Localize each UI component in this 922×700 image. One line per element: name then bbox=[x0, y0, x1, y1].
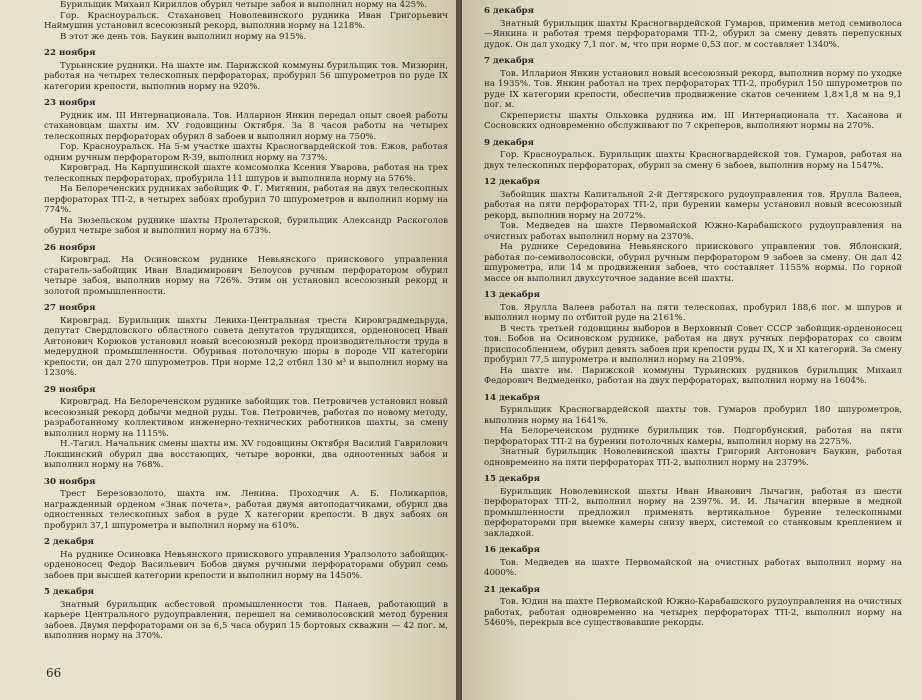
entry-date: 26 ноября bbox=[44, 242, 96, 253]
entry-date: 6 декабря bbox=[484, 6, 535, 16]
page-number: 66 bbox=[46, 666, 62, 680]
entry-date: 14 декабря bbox=[484, 392, 541, 403]
entry-paragraph: На шахте им. Парижской коммуны Турьинских рудников бурильщик Михаил Федорович Ведмеденко, работая на двух перфораторах, выполнил норму на 1604%. bbox=[484, 365, 902, 386]
entry-date: 7 декабря bbox=[484, 56, 535, 66]
entry-paragraph: Трест Березовзолото, шахта им. Ленина. Проходчик А. Б. Поликарпов, награжденный орденом «Знак почета», работая двумя автоподатчиками, обурил два одностенных телескопных забоя в руде X категории крепости. В двух забоях он пробурил 37,1 шпурометра и выполнил норму на 610%. bbox=[44, 489, 448, 531]
entry-paragraph: Гор. Красноуральск. Стахановец Новолевинского рудника Иван Григорьевич Наймушин установил всесоюзный рекорд, выполнив норму на 1218%. bbox=[44, 10, 448, 31]
left-page-text bbox=[44, 0, 448, 642]
entry-paragraph: Гор. Красноуральск. На 5-м участке шахты Красногвардейской тов. Ежов, работая одним ручным перфоратором R-39, выполнил норму на 737%. bbox=[44, 142, 448, 163]
entry-date: 29 ноября bbox=[44, 384, 96, 395]
entry-paragraph: Тов. Ярулла Валеев работал на пяти телескопах, пробурил 188,6 пог. м шпуров и выполнил норму по отбитой руде на 2161%. bbox=[484, 302, 902, 323]
entry-date: 2 декабря bbox=[44, 537, 95, 547]
entry-date: 13 декабря bbox=[484, 290, 541, 300]
entry-date: 22 ноября bbox=[44, 48, 96, 58]
entry-paragraph: Знатный бурильщик Новолевинской шахты Григорий Антонович Баукин, работая одновременно на пяти перфораторах ТП-2, выполнил норму на 2379%. bbox=[484, 447, 902, 468]
right-page-text bbox=[484, 0, 902, 629]
entry-paragraph: Знатный бурильщик асбестовой промышленности тов. Панаев, работающий в карьере Центрального рудоуправления, перешел на семиволосовский метод бурения забоев. Двумя перфораторами он за 6,5 часа обурил 15 бортовых скважин — 42 пог. м, выполнив норму на 370%. bbox=[44, 599, 448, 641]
entry-date: 9 декабря bbox=[484, 137, 535, 148]
entry-paragraph: Бурильщик Михаил Кириллов обурил четыре забоя и выполнил норму на 425%. bbox=[60, 0, 427, 10]
entry-paragraph: Тов. Медведев на шахте Первомайской на очистных работах выполнил норму на 4000%. bbox=[484, 557, 902, 578]
entry-paragraph: В честь третьей годовщины выборов в Верховный Совет СССР забойщик-орденоносец тов. Бобов на Осиновском руднике, работая на двух ручных перфораторах со своим приспособлением, обурил девять забоев при крепости руды IX, X и XI категорий. За смену пробурил 77,5 шпурометра и выполнил норму на 2109%. bbox=[484, 323, 902, 365]
entry-paragraph: Гор. Красноуральск. Бурильщик шахты Красногвардейской тов. Гумаров, работая на двух телескопных перфораторах, обурил за смену 6 забоев, выполнив норму на 1547%. bbox=[484, 150, 902, 171]
entry-paragraph: Кировград. На Белореченском руднике забойщик тов. Петровичев установил новый всесоюзный рекорд добычи медной руды. Тов. Петровичев, работая по новому методу, разработанному коллективом инженерно-технических работников шахты, за смену выполнил норму на 1115%. bbox=[44, 397, 448, 439]
entry-date: 27 ноября bbox=[44, 303, 96, 313]
entry-date: 21 декабря bbox=[484, 584, 541, 595]
entry-paragraph: Бурильщик Красногвардейской шахты тов. Гумаров пробурил 180 шпурометров, выполнив норму на 1641%. bbox=[484, 405, 902, 426]
entry-paragraph: Тов. Юдин на шахте Первомайской Южно-Карабашского рудоуправления на очистных работах, работая одновременно на четырех перфораторах ТП-2, выполнил норму на 5460%, перекрыв все существовавшие рекорды. bbox=[484, 597, 902, 628]
entry-paragraph: Н.-Тагил. Начальник смены шахты им. XV годовщины Октября Василий Гаврилович Локшинский обурил два восстающих, четыре воронки, два одноотенных забоя и выполнил норму на 768%. bbox=[44, 439, 448, 470]
entry-paragraph: На руднике Середовина Невьянского приискового управления тов. Яблонский, работая по-семиволосовски, обурил ручным перфоратором 9 забоев за смену. Он дал 42 шпурометра, или 14 м продвижения забоев, что составляет 1155% нормы. По горной массе он выполнил двухсуточное задание всей шахты. bbox=[484, 242, 902, 284]
entry-paragraph: Кировград. На Осиновском руднике Невьянского приискового управления старатель-забойщик Иван Владимирович Белоусов ручным перфоратором обурил четыре забоя, выполнив норму на 726%. Этим он установил всесоюзный рекорд и золотой промышленности. bbox=[44, 255, 448, 297]
entry-paragraph: На Белореченском руднике бурильщик тов. Подгорбунский, работая на пяти перфораторах ТП-2 на бурении потолочных камеры, выполнил норму на 2275%. bbox=[484, 426, 902, 447]
entry-date: 30 ноября bbox=[44, 476, 96, 487]
entry-date: 23 ноября bbox=[44, 98, 96, 108]
entry-paragraph: Бурильщик Новолевинской шахты Иван Иванович Лычагин, работая из шести перфораторах ТП-2, выполнил норму на 2397%. И. И. Лычагин впервые в медной промышленности предложил применять вертикальное бурение телескопными перфораторами при выемке камеры снизу вверх, системой со станковым креплением и закладкой. bbox=[484, 486, 902, 539]
left-page bbox=[0, 0, 458, 700]
entry-date: 16 декабря bbox=[484, 545, 541, 555]
entry-date: 5 декабря bbox=[44, 587, 95, 597]
entry-paragraph: В этот же день тов. Баукин выполнил норму на 915%. bbox=[60, 31, 307, 42]
entry-paragraph: Рудник им. III Интернационала. Тов. Илларион Янкин передал опыт своей работы стахановцам шахты им. XV годовщины Октября. За 8 часов работы на четырех телескопных перфораторах обурил 8 забоев и выполнил норму на 750%. bbox=[44, 110, 448, 142]
entry-paragraph: Забойщик шахты Капитальной 2-й Дегтярского рудоуправления тов. Ярулла Валеев, работая на пяти перфораторах ТП-2, при бурении камеры установил новый всесоюзный рекорд, выполнив норму на 2072%. bbox=[484, 189, 902, 221]
entry-paragraph: Скреперисты шахты Ольховка рудника им. III Интернационала тт. Хасанова и Сосновских одновременно обслуживают по 7 скреперов, выполняют нормы на 270%. bbox=[484, 110, 902, 131]
right-page bbox=[462, 0, 922, 700]
entry-paragraph: Турьинские рудники. На шахте им. Парижской коммуны бурильщик тов. Мизюрин, работая на четырех телескопных перфораторах, пробурил 56 шпурометров по руде IX категории крепости, выполнив норму на 920%. bbox=[44, 60, 448, 92]
entry-paragraph: Кировград. Бурильщик шахты Левиха-Центральная треста Кировградмедьруда, депутат Свердловского областного совета депутатов трудящихся, орденоносец Иван Антонович Корюков установил новый всесоюзный рекорд производительности труда в медерудной промышленности. Обуривая потолочную шоры в породе VII категории крепости, он дал 270 шпурометров. При норме 12,2 отбил 130 м³ и выполнил норму на 1230%. bbox=[44, 315, 448, 378]
entry-paragraph: На руднике Осиновка Невьянского приискового управления Уралзолото забойщик-орденоносец Федор Васильевич Бобов двумя ручными перфораторами обурил семь забоев при высшей категории крепости и выполнил норму на 1450%. bbox=[44, 549, 448, 581]
entry-paragraph: На Белореченских рудниках забойщик Ф. Г. Митянин, работая на двух телескопных перфораторах ТП-2, в четырех забоях пробурил 70 шпурометров и выполнил норму на 774%. bbox=[44, 184, 448, 215]
entry-date: 12 декабря bbox=[484, 177, 541, 187]
entry-paragraph: Тов. Илларион Янкин установил новый всесоюзный рекорд, выполнив норму по уходке на 1935%. Тов. Янкин работал на трех перфораторах ТП-2, пробурил 150 шпурометров по руде IX категории крепости, обеспечив продвижение скатов сечением 1,8×1,8 м на 9,1 пог. м. bbox=[484, 68, 902, 110]
entry-paragraph: Кировград. На Карпушинской шахте комсомолка Ксения Уварова, работая на трех телескопных перфораторах, пробурила 111 шпуров и выполнила норму на 576%. bbox=[44, 163, 448, 184]
entry-paragraph: Тов. Медведев на шахте Первомайской Южно-Карабашского рудоуправления на очистных работах выполнил норму на 2370%. bbox=[484, 221, 902, 242]
entry-date: 15 декабря bbox=[484, 474, 541, 484]
entry-paragraph: На Зюзельском руднике шахты Пролетарской, бурильщик Александр Раскоголов обурил четыре забоя и выполнил норму на 673%. bbox=[44, 215, 448, 236]
entry-paragraph: Знатный бурильщик шахты Красногвардейской Гумаров, применив метод семиволоса—Янкина и работая тремя перфораторами ТП-2, обурил за смену девять перепускных дудок. Он дал уходку 7,1 пог. м, что при норме 0,53 пог. м составляет 1340%. bbox=[484, 18, 902, 50]
